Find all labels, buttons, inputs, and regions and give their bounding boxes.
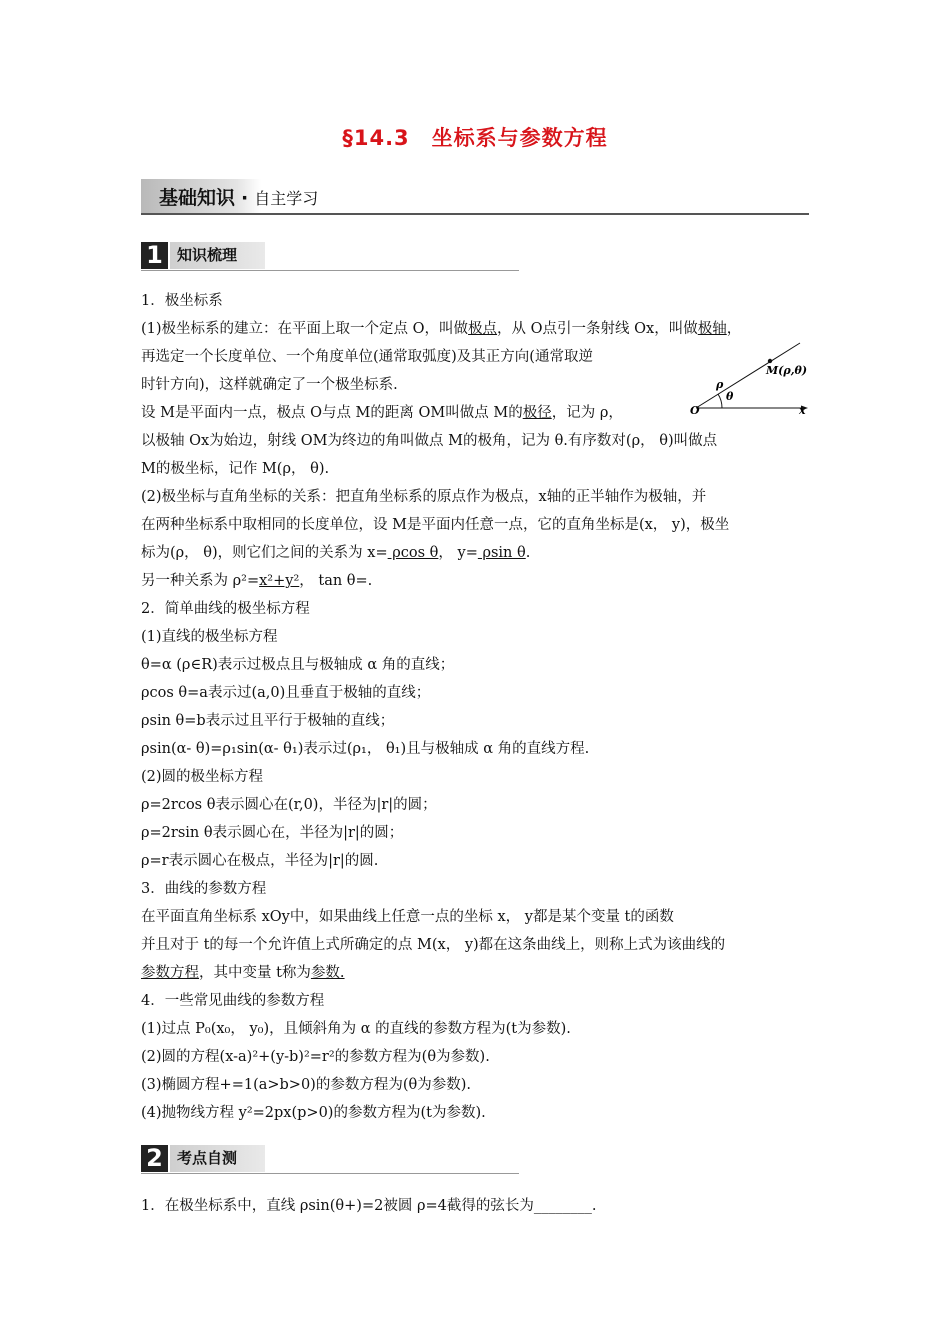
text-run: (1)极坐标系的建立：在平面上取一个定点 O，叫做 [141, 321, 469, 337]
text-run: ，从 O点引一条射线 Ox，叫做 [497, 321, 698, 337]
text-run: ， y= [438, 545, 478, 561]
body-line: 在两种坐标系中取相同的长度单位，设 M是平面内任意一点，它的直角坐标是(x， y)，极坐 [141, 517, 730, 533]
point-m-dot [768, 359, 772, 363]
banner-text [159, 183, 318, 210]
axis-label: x [799, 404, 806, 416]
body-line: (3)椭圆方程+=1(a>b>0)的参数方程为(θ为参数). [141, 1077, 471, 1093]
origin-label: O [690, 404, 700, 416]
text-run: 另一种关系为 ρ²= [141, 573, 260, 589]
exercise-1: 1．在极坐标系中，直线 ρsin(θ+)=2被圆 ρ=4截得的弦长为________. [141, 1198, 597, 1214]
banner-sub: 自主学习 [254, 189, 319, 208]
body-line: (4)抛物线方程 y²=2px(p>0)的参数方程为(t为参数). [141, 1105, 486, 1121]
body-line: 并且对于 t的每一个允许值上式所确定的点 M(x， y)都在这条曲线上，则称上式为该曲线的 [141, 937, 726, 953]
polar-coordinate-figure [688, 336, 820, 416]
text-run: ， tan θ=. [299, 573, 373, 589]
body-line: (2)圆的极坐标方程 [141, 769, 264, 785]
body-line: (1)直线的极坐标方程 [141, 629, 278, 645]
underlined-term: ρsin θ [477, 545, 526, 561]
body-line [141, 403, 623, 423]
section-number: 1 [141, 242, 168, 269]
section-number: 2 [141, 1145, 168, 1172]
rho-label: ρ [716, 378, 724, 391]
body-line [141, 543, 530, 563]
text-run: . [525, 545, 531, 561]
body-line: ρcos θ=a表示过(a,0)且垂直于极轴的直线； [141, 685, 431, 701]
body-line: (2)圆的方程(x-a)²+(y-b)²=r²的参数方程为(θ为参数). [141, 1049, 490, 1065]
body-line [141, 963, 345, 983]
underlined-term: 极径 [522, 405, 552, 421]
text-run: ，记为 ρ， [551, 405, 623, 421]
underlined-term: ρcos θ [387, 545, 439, 561]
body-line: θ=α (ρ∈R)表示过极点且与极轴成 α 角的直线； [141, 657, 455, 673]
body-line: 4．一些常见曲线的参数方程 [141, 993, 325, 1009]
body-line: ρ=r表示圆心在极点，半径为|r|的圆. [141, 853, 379, 869]
section-banner [141, 179, 809, 215]
body-line: 3．曲线的参数方程 [141, 881, 267, 897]
text-run: ，其中变量 t称为 [199, 965, 311, 981]
banner-dot: · [241, 187, 249, 209]
underlined-term: x²+y² [259, 573, 300, 589]
body-line: 再选定一个长度单位、一个角度单位(通常取弧度)及其正方向(通常取逆 [141, 349, 593, 365]
underlined-term: 极点 [468, 321, 498, 337]
body-line [141, 319, 741, 339]
underlined-term: 参数方程 [141, 965, 199, 981]
underlined-term: 极轴 [697, 321, 727, 337]
body-line: 时针方向)，这样就确定了一个极坐标系. [141, 377, 398, 393]
body-line: 2．简单曲线的极坐标方程 [141, 601, 310, 617]
point-m-label: M(ρ,θ) [766, 364, 808, 377]
text-run: 标为(ρ， θ)，则它们之间的关系为 x= [141, 545, 388, 561]
section-label: 考点自测 [170, 1145, 265, 1172]
body-line: (2)极坐标与直角坐标的关系：把直角坐标系的原点作为极点，x轴的正半轴作为极轴，并 [141, 489, 707, 505]
text-run: ， [726, 321, 742, 337]
section-header-1 [141, 242, 519, 271]
page-title: §14.3 坐标系与参数方程 [342, 126, 608, 150]
body-line: ρsin(α- θ)=ρ₁sin(α- θ₁)表示过(ρ₁， θ₁)且与极轴成 α 角的直线方程. [141, 741, 590, 757]
banner-main: 基础知识 [159, 187, 236, 209]
body-line [141, 571, 372, 591]
body-line: (1)过点 P₀(x₀， y₀)，且倾斜角为 α 的直线的参数方程为(t为参数). [141, 1021, 571, 1037]
underlined-term: 参数. [310, 965, 345, 981]
body-line: ρsin θ=b表示过且平行于极轴的直线； [141, 713, 395, 729]
angle-arc [718, 394, 722, 408]
theta-label: θ [726, 390, 734, 403]
text-run: 设 M是平面内一点，极点 O与点 M的距离 OM叫做点 M的 [141, 405, 523, 421]
body-line: 在平面直角坐标系 xOy中，如果曲线上任意一点的坐标 x， y都是某个变量 t的函数 [141, 909, 674, 925]
body-line: ρ=2rsin θ表示圆心在，半径为|r|的圆； [141, 825, 404, 841]
body-line: 以极轴 Ox为始边，射线 OM为终边的角叫做点 M的极角，记为 θ.有序数对(ρ， θ)叫做点 [141, 433, 718, 449]
body-line: M的极坐标，记作 M(ρ， θ). [141, 461, 330, 477]
section-header-2 [141, 1145, 519, 1174]
body-line: ρ=2rcos θ表示圆心在(r,0)，半径为|r|的圆； [141, 797, 437, 813]
section-label: 知识梳理 [170, 242, 265, 269]
body-line: 1．极坐标系 [141, 293, 223, 309]
